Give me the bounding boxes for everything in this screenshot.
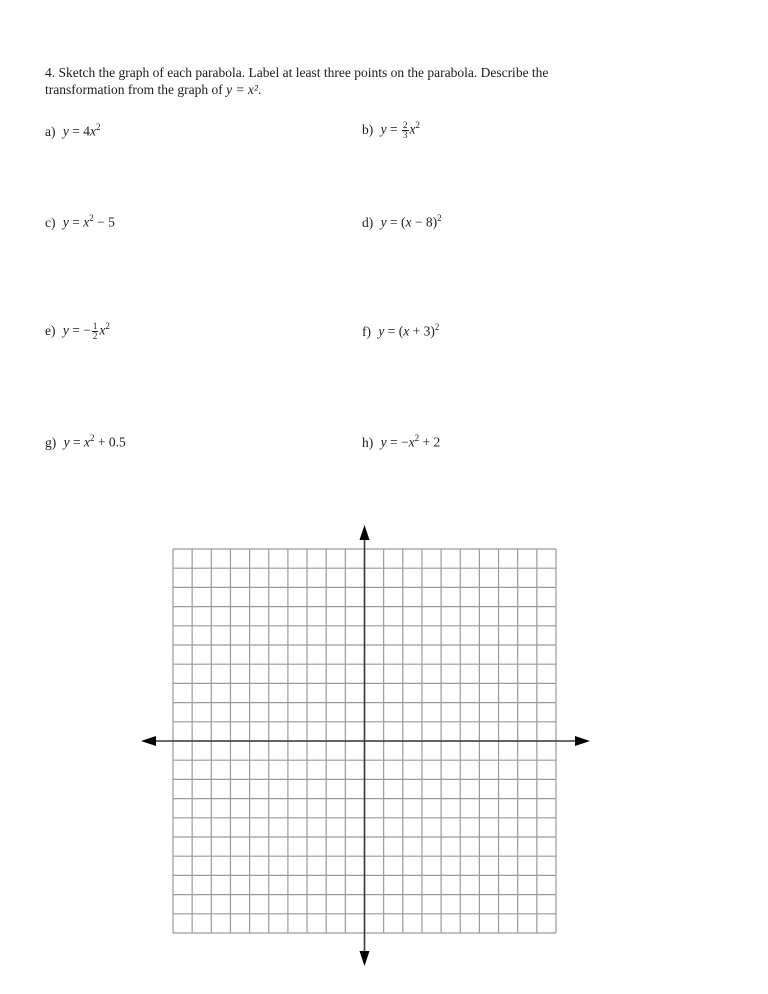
- problem-var: x: [84, 434, 90, 450]
- problem-lhs: y: [62, 123, 69, 139]
- problem-lhs: y: [63, 434, 70, 450]
- x-axis-right-arrow: [575, 736, 590, 746]
- problem-var: x: [83, 214, 90, 230]
- y-axis-down-arrow: [360, 951, 370, 966]
- problem-lhs: y: [380, 214, 387, 230]
- problem-tag: g): [45, 434, 57, 450]
- problem-lhs: y: [62, 322, 69, 338]
- problem-exponent: 2: [90, 433, 95, 443]
- problem-exponent: 2: [414, 433, 420, 443]
- problem-exponent: 2: [89, 213, 94, 223]
- problem-tail: + 2: [419, 434, 441, 450]
- problem-exponent: 2: [415, 120, 420, 130]
- problem-var: x: [409, 121, 416, 137]
- problem-tag: a): [45, 123, 56, 139]
- problem-exponent: 2: [96, 122, 101, 132]
- fraction-numerator: 2: [403, 119, 408, 130]
- problem-tail: − 5: [93, 214, 115, 230]
- problem-rest: =: [73, 434, 81, 450]
- problem-rest: =: [390, 121, 398, 137]
- problem-tag: c): [45, 214, 56, 230]
- problem-var: x: [408, 434, 415, 450]
- problem-tail: − 8): [411, 214, 438, 230]
- problem-rest: = (: [387, 323, 404, 339]
- instructions-line-1: 4. Sketch the graph of each parabola. Label at least three points on the parabola. Describe the: [45, 65, 549, 80]
- problem-tail: + 0.5: [94, 434, 126, 450]
- problem-lhs: y: [62, 214, 69, 230]
- problem-rest: = (: [390, 214, 406, 230]
- problem-exponent: 2: [434, 322, 440, 332]
- y-axis-up-arrow: [360, 525, 370, 540]
- problem-tag: e): [45, 322, 56, 338]
- x-axis-left-arrow: [141, 736, 156, 746]
- fraction-denominator: 3: [403, 129, 408, 140]
- problem-var: x: [403, 323, 410, 339]
- problem-tag: h): [362, 434, 374, 450]
- instructions-line-2-math: y = x²: [226, 82, 258, 97]
- problem-rest: = −: [390, 434, 409, 450]
- fraction-denominator: 2: [92, 330, 98, 341]
- instructions-line-2-suffix: .: [257, 82, 262, 97]
- problem-exponent: 2: [105, 321, 110, 331]
- problem-tail: + 3): [409, 323, 435, 339]
- problem-rest: = 4: [72, 123, 90, 139]
- problem-lhs: y: [380, 434, 387, 450]
- problem-rest: =: [72, 214, 80, 230]
- problem-var: x: [405, 214, 412, 230]
- problem-tag: d): [362, 214, 374, 230]
- problem-lhs: y: [378, 323, 385, 339]
- problem-exponent: 2: [437, 213, 442, 223]
- problem-var: x: [90, 123, 96, 139]
- problem-tag: f): [362, 323, 371, 339]
- problem-var: x: [99, 322, 106, 338]
- instructions-line-2-prefix: transformation from the graph of: [45, 82, 227, 97]
- fraction-numerator: 1: [92, 320, 98, 331]
- problem-lhs: y: [380, 121, 387, 137]
- problem-tag: b): [362, 121, 374, 137]
- problem-rest: = −: [72, 322, 91, 338]
